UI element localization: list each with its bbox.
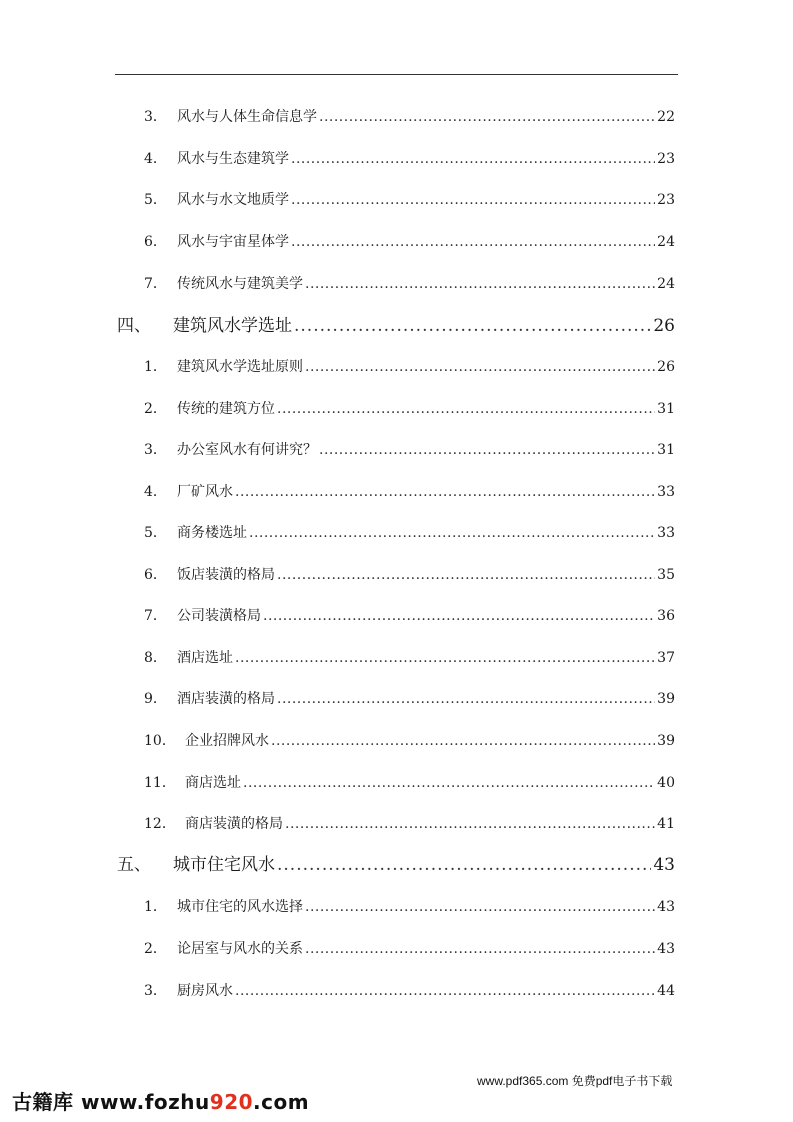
toc-entry-row[interactable] (144, 773, 675, 793)
toc-entry-title: 商店装潢的格局 (185, 816, 283, 832)
toc-entry-number: 3． (144, 983, 167, 999)
toc-entry-row[interactable] (144, 606, 675, 626)
toc-page-number: 43 (657, 941, 675, 957)
toc-page-number: 43 (653, 855, 675, 875)
toc-page-number: 22 (657, 109, 675, 125)
toc-leader-dots (305, 939, 655, 959)
toc-chapter-row[interactable] (117, 853, 675, 877)
toc-entry-number: 5． (144, 192, 167, 208)
toc-entry-title: 厨房风水 (177, 983, 233, 999)
toc-entry-title: 建筑风水学选址原则 (177, 359, 303, 375)
toc-entry-number: 2． (144, 401, 167, 417)
toc-entry-row[interactable] (144, 440, 675, 460)
toc-entry-number: 五、 (117, 855, 151, 875)
toc-entry-row[interactable] (144, 523, 675, 543)
toc-entry-number: 6． (144, 234, 167, 250)
watermark-suffix: .com (253, 1090, 310, 1114)
toc-entry-row[interactable] (144, 731, 675, 751)
toc-page-number: 35 (657, 567, 675, 583)
toc-leader-dots (291, 190, 655, 210)
toc-leader-dots (305, 357, 655, 377)
toc-page-number: 33 (657, 484, 675, 500)
footer-download-link[interactable]: www.pdf365.com 免费pdf电子书下载 (477, 1074, 673, 1088)
toc-entry-number: 11． (144, 775, 176, 791)
toc-entry-number: 7． (144, 608, 167, 624)
toc-entry-title: 风水与生态建筑学 (177, 151, 289, 167)
toc-page-number: 23 (657, 151, 675, 167)
toc-entry-number: 5． (144, 525, 167, 541)
toc-entry-row[interactable] (144, 482, 675, 502)
toc-entry-row[interactable] (144, 939, 675, 959)
toc-leader-dots (291, 149, 655, 169)
toc-leader-dots (277, 565, 655, 585)
toc-leader-dots (235, 981, 655, 1001)
toc-page-number: 26 (653, 316, 675, 336)
toc-leader-dots (294, 314, 651, 338)
toc-leader-dots (285, 814, 655, 834)
toc-leader-dots (235, 482, 655, 502)
toc-entry-title: 商务楼选址 (177, 525, 247, 541)
toc-page-number: 26 (657, 359, 675, 375)
toc-entry-title: 酒店选址 (177, 650, 233, 666)
toc-page-number: 23 (657, 192, 675, 208)
toc-page-number: 44 (657, 983, 675, 999)
toc-entry-title: 饭店装潢的格局 (177, 567, 275, 583)
toc-page-number: 33 (657, 525, 675, 541)
toc-entry-title: 厂矿风水 (177, 484, 233, 500)
toc-entry-number: 4． (144, 151, 167, 167)
toc-entry-number: 2． (144, 941, 167, 957)
toc-page-number: 24 (657, 276, 675, 292)
toc-entry-row[interactable] (144, 149, 675, 169)
toc-entry-row[interactable] (144, 232, 675, 252)
toc-leader-dots (305, 897, 655, 917)
toc-entry-number: 12． (144, 816, 176, 832)
toc-entry-row[interactable] (144, 689, 675, 709)
toc-entry-title: 城市住宅的风水选择 (177, 899, 303, 915)
toc-entry-title: 传统风水与建筑美学 (177, 276, 303, 292)
toc-entry-row[interactable] (144, 357, 675, 377)
toc-entry-row[interactable] (144, 981, 675, 1001)
toc-entry-row[interactable] (144, 107, 675, 127)
toc-leader-dots (291, 232, 655, 252)
toc-page-number: 43 (657, 899, 675, 915)
toc-leader-dots (277, 689, 655, 709)
toc-page-number: 36 (657, 608, 675, 624)
site-watermark (12, 1086, 309, 1115)
toc-entry-number: 7． (144, 276, 167, 292)
toc-entry-number: 8． (144, 650, 167, 666)
watermark-number: 920 (209, 1090, 254, 1114)
toc-page-number: 41 (657, 816, 675, 832)
toc-entry-title: 办公室风水有何讲究？ (177, 442, 317, 458)
toc-entry-number: 四、 (117, 316, 151, 336)
toc-entry-row[interactable] (144, 648, 675, 668)
toc-entry-row[interactable] (144, 274, 675, 294)
toc-page-number: 37 (657, 650, 675, 666)
toc-page-number: 31 (657, 442, 675, 458)
toc-leader-dots (271, 731, 655, 751)
toc-entry-row[interactable] (144, 399, 675, 419)
toc-entry-row[interactable] (144, 814, 675, 834)
toc-leader-dots (249, 523, 655, 543)
toc-entry-row[interactable] (144, 190, 675, 210)
toc-entry-row[interactable] (144, 897, 675, 917)
toc-entry-title: 风水与宇宙星体学 (177, 234, 289, 250)
toc-leader-dots (319, 440, 655, 460)
toc-entry-number: 3． (144, 109, 167, 125)
toc-entry-number: 6． (144, 567, 167, 583)
toc-entry-number: 1． (144, 899, 167, 915)
toc-leader-dots (235, 648, 655, 668)
toc-leader-dots (277, 399, 655, 419)
toc-entry-number: 4． (144, 484, 167, 500)
toc-entry-number: 1． (144, 359, 167, 375)
toc-entry-title: 建筑风水学选址 (173, 316, 292, 336)
toc-entry-title: 酒店装潢的格局 (177, 691, 275, 707)
toc-chapter-row[interactable] (117, 314, 675, 338)
toc-leader-dots (277, 853, 651, 877)
toc-page-number: 39 (657, 733, 675, 749)
toc-page-number: 31 (657, 401, 675, 417)
toc-entry-row[interactable] (144, 565, 675, 585)
toc-entry-title: 城市住宅风水 (173, 855, 275, 875)
toc-page-number: 40 (657, 775, 675, 791)
toc-leader-dots (319, 107, 655, 127)
toc-entry-number: 10． (144, 733, 176, 749)
toc-entry-number: 9． (144, 691, 167, 707)
toc-entry-title: 论居室与风水的关系 (177, 941, 303, 957)
toc-entry-title: 风水与人体生命信息学 (177, 109, 317, 125)
toc-leader-dots (243, 773, 655, 793)
toc-leader-dots (305, 274, 655, 294)
toc-leader-dots (263, 606, 655, 626)
watermark-prefix: 古籍库 www.fozhu (12, 1090, 210, 1114)
toc-entry-number: 3． (144, 442, 167, 458)
toc-entry-title: 公司装潢格局 (177, 608, 261, 624)
toc-entry-title: 传统的建筑方位 (177, 401, 275, 417)
toc-entry-title: 风水与水文地质学 (177, 192, 289, 208)
toc-page-number: 24 (657, 234, 675, 250)
toc-page-number: 39 (657, 691, 675, 707)
toc-entry-title: 企业招牌风水 (185, 733, 269, 749)
toc-entry-title: 商店选址 (185, 775, 241, 791)
